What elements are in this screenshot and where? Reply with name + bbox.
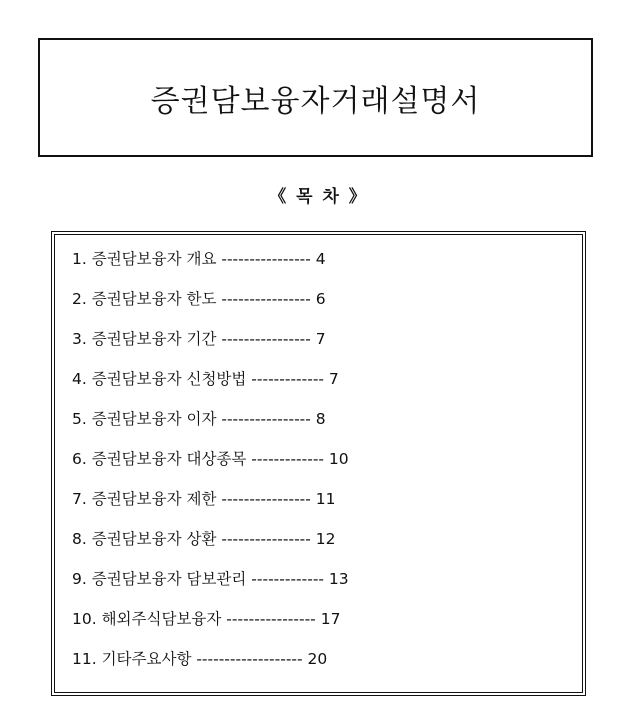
toc-item: 3. 증권담보융자 기간 ---------------- 7 [72, 330, 326, 348]
toc-item: 5. 증권담보융자 이자 ---------------- 8 [72, 410, 326, 428]
toc-item: 6. 증권담보융자 대상종목 ------------- 10 [72, 450, 349, 468]
toc-item: 9. 증권담보융자 담보관리 ------------- 13 [72, 570, 349, 588]
toc-item: 10. 해외주식담보융자 ---------------- 17 [72, 610, 341, 628]
toc-heading: 《 목 차 》 [269, 187, 366, 207]
toc-item: 7. 증권담보융자 제한 ---------------- 11 [72, 490, 336, 508]
toc-item: 11. 기타주요사항 ------------------- 20 [72, 650, 328, 668]
toc-item: 4. 증권담보융자 신청방법 ------------- 7 [72, 370, 339, 388]
title-box [38, 38, 593, 157]
toc-item: 8. 증권담보융자 상환 ---------------- 12 [72, 530, 336, 548]
toc-item: 2. 증권담보융자 한도 ---------------- 6 [72, 290, 326, 308]
toc-item: 1. 증권담보융자 개요 ---------------- 4 [72, 250, 326, 268]
document-title: 증권담보융자거래설명서 [150, 83, 481, 119]
